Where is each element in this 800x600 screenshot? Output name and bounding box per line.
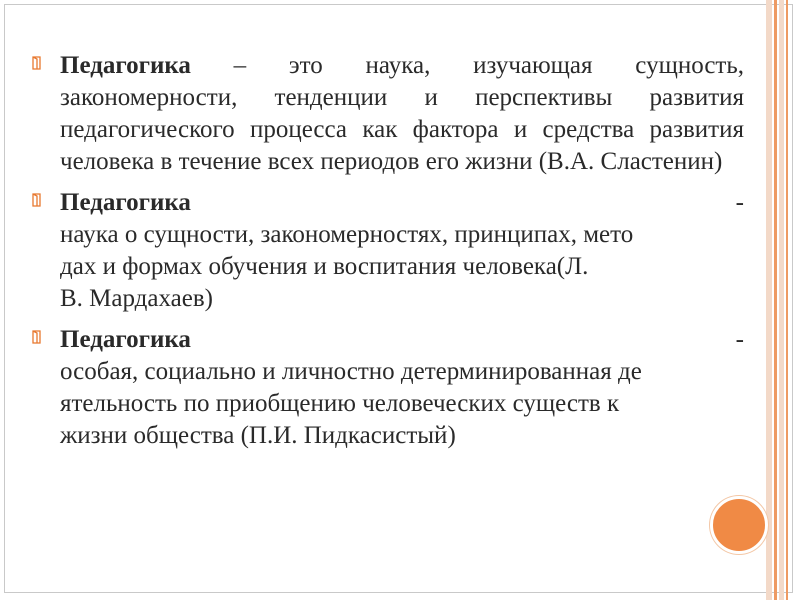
definition-term-row [60, 187, 744, 219]
decorative-circle [710, 496, 768, 554]
decorative-stripe [786, 0, 788, 600]
definition-line: ятельность по приобщению человеческих существ к [60, 390, 620, 417]
definition-term: Педагогика [60, 52, 191, 79]
definition-term: Педагогика [60, 326, 191, 353]
definition-term-row [60, 324, 744, 356]
definition-item [32, 187, 744, 315]
definition-line: особая, социально и личностно детерминированная де [60, 358, 642, 385]
definition-dash: - [735, 326, 744, 353]
definition-line: жизни общества (П.И. Пидкасистый) [60, 422, 456, 449]
decorative-stripe [779, 0, 784, 600]
bullet-marker-icon [32, 193, 41, 207]
decorative-stripe [774, 0, 777, 600]
definition-text: – это наука, изучающая сущность, закономерности, тенденции и перспективы развития педагогического процесса как фактора и средства развития человека в течение всех периодов его жизни (В.А. Сластенин) [60, 52, 744, 175]
definition-item [32, 324, 744, 452]
bullet-marker-icon [32, 330, 41, 344]
decorative-stripe [766, 0, 772, 600]
definition-term: Педагогика [60, 189, 191, 216]
definition-item [32, 50, 744, 178]
definition-line: наука о сущности, закономерностях, принципах, мето [60, 221, 634, 248]
bullet-marker-icon [32, 56, 41, 70]
definition-dash: - [735, 189, 744, 216]
definition-line: дах и формах обучения и воспитания человека(Л. [60, 253, 589, 280]
definition-line: В. Мардахаев) [60, 285, 213, 312]
slide-content [32, 50, 744, 461]
